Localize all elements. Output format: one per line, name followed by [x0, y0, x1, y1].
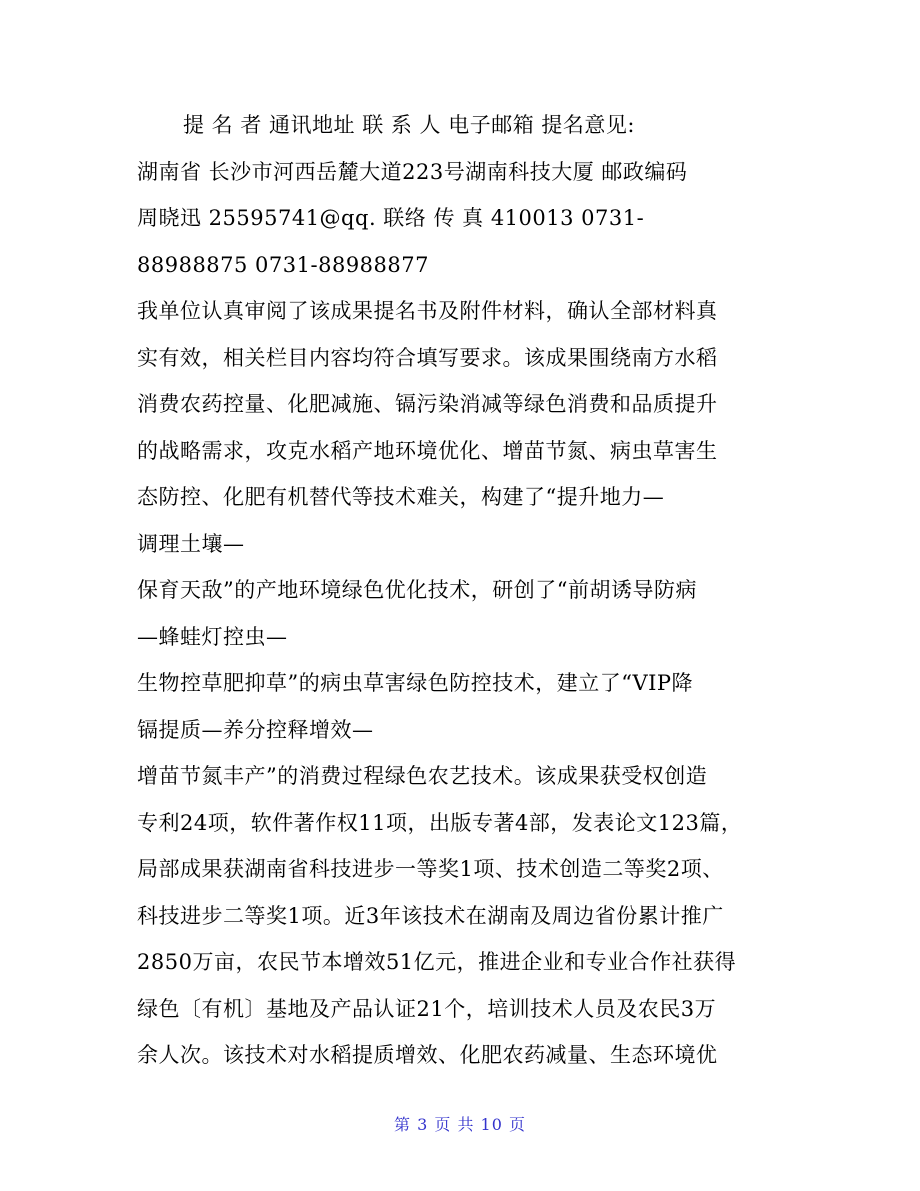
- body-line: 2850万亩，农民节本增效51亿元，推进企业和专业合作社获得: [137, 950, 737, 974]
- body-line: 湖南省 长沙市河西岳麓大道223号湖南科技大厦 邮政编码: [137, 159, 688, 184]
- body-line: 实有效，相关栏目内容均符合填写要求。该成果围绕南方水稻: [137, 345, 718, 370]
- body-line: 绿色〔有机〕基地及产品认证21个，培训技术人员及农民3万: [137, 996, 717, 1021]
- body-line: 消费农药控量、化肥减施、镉污染消减等绿色消费和品质提升: [137, 392, 718, 416]
- page-number-footer: 第 3 页 共 10 页: [394, 1115, 526, 1134]
- body-line: 生物控草肥抑草”的病虫草害绿色防控技术，建立了“VIP降: [137, 671, 694, 695]
- body-line: 态防控、化肥有机替代等技术难关，构建了“提升地力—: [137, 485, 665, 509]
- body-line: 余人次。该技术对水稻提质增效、化肥农药减量、生态环境优: [137, 1043, 718, 1067]
- body-line: 增苗节氮丰产”的消费过程绿色农艺技术。该成果获受权创造: [137, 764, 708, 788]
- body-line: 专利24项，软件著作权11项，出版专著4部，发表论文123篇，: [137, 810, 743, 835]
- body-line: 调理土壤—: [137, 531, 245, 556]
- body-line: 88988875 0731-88988877: [137, 252, 429, 277]
- body-line: 我单位认真审阅了该成果提名书及附件材料，确认全部材料真: [137, 299, 718, 323]
- header-line: 提 名 者 通讯地址 联 系 人 电子邮箱 提名意见:: [183, 113, 635, 137]
- body-line: —蜂蛙灯控虫—: [137, 624, 288, 649]
- document-body: [137, 102, 787, 1079]
- body-line: 镉提质—养分控释增效—: [137, 717, 374, 742]
- body-line: 周晓迅 25595741@qq. 联络 传 真 410013 0731-: [137, 206, 645, 230]
- body-line: 科技进步二等奖1项。近3年该技术在湖南及周边省份累计推广: [137, 903, 724, 928]
- body-line: 局部成果获湖南省科技进步一等奖1项、技术创造二等奖2项、: [137, 857, 724, 881]
- body-line: 的战略需求，攻克水稻产地环境优化、增苗节氮、病虫草害生: [137, 438, 718, 463]
- body-line: 保育天敌”的产地环境绿色优化技术，研创了“前胡诱导防病: [137, 578, 697, 602]
